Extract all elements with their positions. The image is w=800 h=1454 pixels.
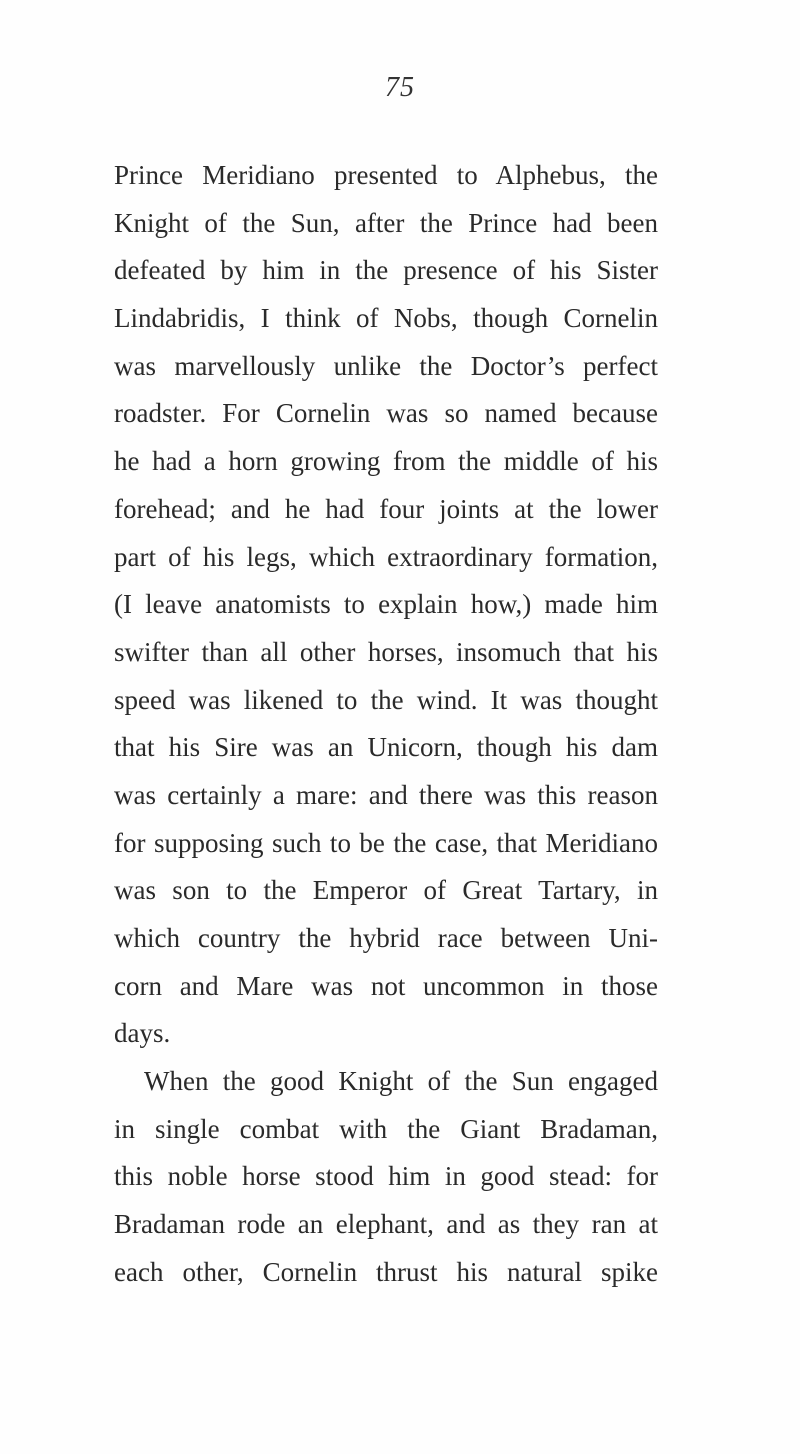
- text-line: Lindabridis, I think of Nobs, though Cornelin: [114, 303, 658, 334]
- text-line: swifter than all other horses, insomuch that his: [114, 636, 658, 667]
- text-line: part of his legs, which extraordinary formation,: [114, 541, 658, 572]
- text-line: was certainly a mare: and there was this reason: [114, 779, 658, 810]
- text-line: Prince Meridiano presented to Alphebus, the: [114, 160, 658, 190]
- page-number: 75: [385, 72, 415, 103]
- text-line: forehead; and he had four joints at the lower: [114, 493, 658, 524]
- text-line: days.: [114, 1018, 171, 1049]
- text-line: he had a horn growing from the middle of his: [114, 446, 658, 477]
- text-line: When the good Knight of the Sun engaged: [144, 1066, 658, 1097]
- text-line: this noble horse stood him in good stead: for: [114, 1161, 658, 1192]
- text-line: that his Sire was an Unicorn, though his dam: [114, 732, 658, 763]
- text-line: was marvellously unlike the Doctor’s perfect: [114, 350, 658, 381]
- text-line: which country the hybrid race between Uni-: [114, 923, 658, 953]
- text-line: each other, Cornelin thrust his natural spike: [114, 1256, 658, 1287]
- text-line: speed was likened to the wind. It was thought: [114, 684, 658, 715]
- text-line: Bradaman rode an elephant, and as they ran at: [114, 1209, 658, 1240]
- text-line: in single combat with the Giant Bradaman,: [114, 1113, 658, 1144]
- text-line: (I leave anatomists to explain how,) made him: [114, 589, 658, 620]
- text-line: Knight of the Sun, after the Prince had been: [114, 207, 658, 238]
- text-line: defeated by him in the presence of his Sister: [114, 255, 658, 286]
- text-line: corn and Mare was not uncommon in those: [114, 970, 658, 1001]
- text-line: was son to the Emperor of Great Tartary, in: [114, 875, 658, 906]
- body-text: [114, 152, 658, 1297]
- text-line: for supposing such to be the case, that Meridiano: [114, 827, 658, 858]
- text-line: roadster. For Cornelin was so named because: [114, 398, 658, 429]
